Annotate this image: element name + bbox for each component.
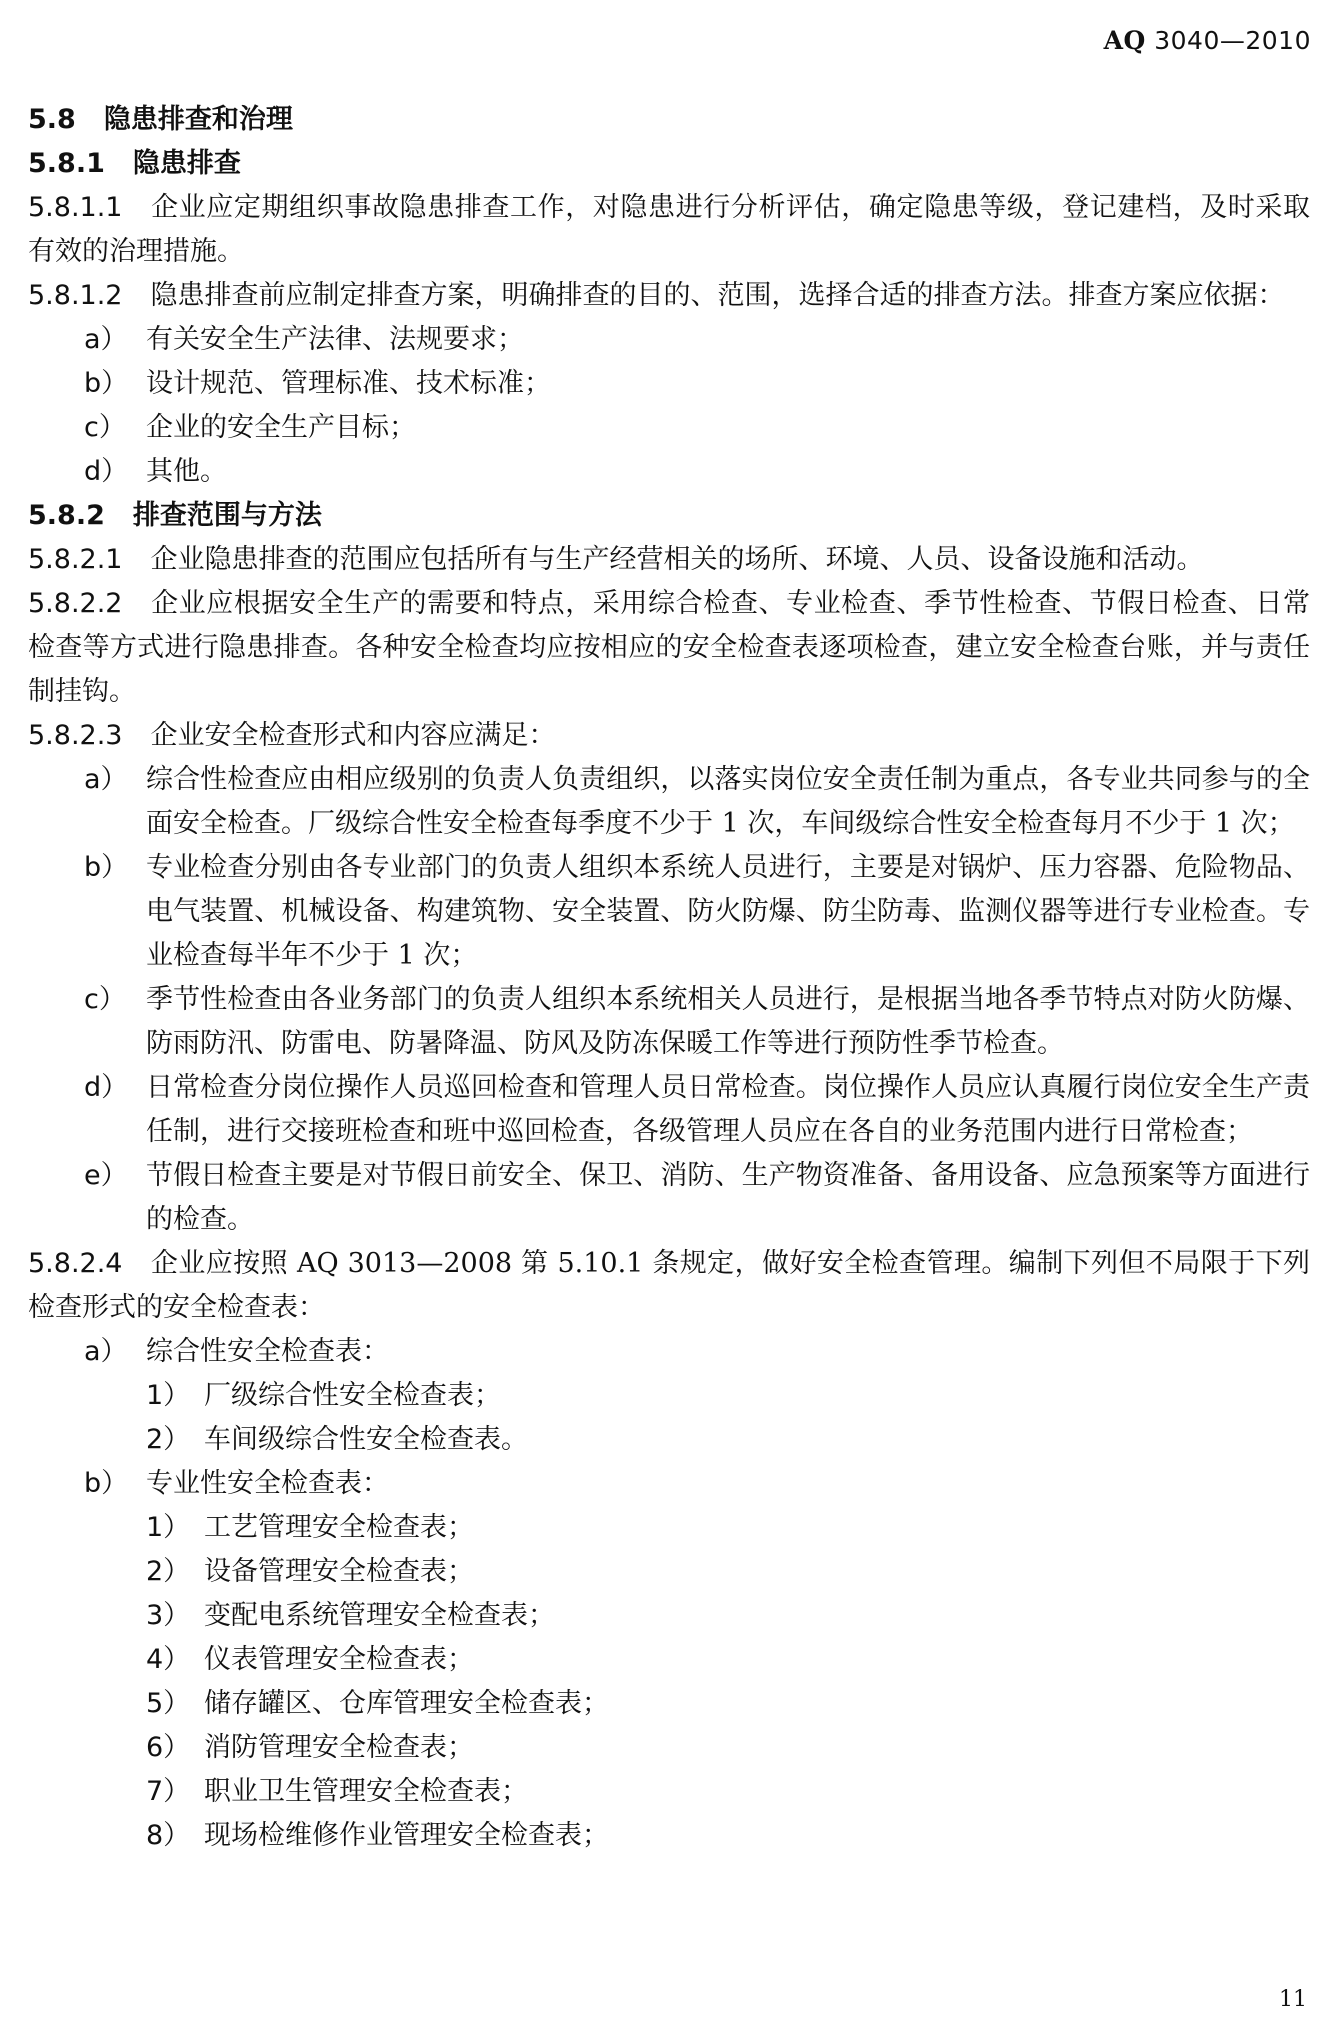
- list-item-text: 综合性安全检查表：: [146, 1336, 389, 1367]
- list-item-label: b）: [84, 368, 129, 399]
- sub-list-item: [28, 1814, 1310, 1858]
- list-item-label: a）: [84, 324, 128, 355]
- section-title: 隐患排查: [132, 148, 241, 179]
- sub-list-item: [28, 1638, 1310, 1682]
- section-heading-5-8-1: [28, 142, 1310, 186]
- document-body: [28, 98, 1310, 1858]
- clause-5-8-2-3: [28, 714, 1310, 758]
- clause-text: 企业隐患排查的范围应包括所有与生产经营相关的场所、环境、人员、设备设施和活动。: [150, 544, 1204, 575]
- sub-list-item-text: 职业卫生管理安全检查表；: [204, 1776, 528, 1807]
- sub-list-item: [28, 1682, 1310, 1726]
- sub-list-item-text: 车间级综合性安全检查表。: [204, 1424, 528, 1455]
- list-item-text: 综合性检查应由相应级别的负责人负责组织，以落实岗位安全责任制为重点，各专业共同参与的全面安全检查。厂级综合性安全检查每季度不少于 1 次，车间级综合性安全检查每月不少于 1 次；: [146, 764, 1310, 839]
- clause-text: 隐患排查前应制定排查方案，明确排查的目的、范围，选择合适的排查方法。排查方案应依据：: [150, 280, 1285, 311]
- clause-number: 5.8.2.4: [28, 1248, 123, 1279]
- clause-text: 企业应定期组织事故隐患排查工作，对隐患进行分析评估，确定隐患等级，登记建档，及时采取有效的治理措施。: [28, 192, 1310, 267]
- list-item-text: 其他。: [146, 456, 227, 487]
- list-item: [28, 1330, 1310, 1374]
- section-number: 5.8.2: [28, 500, 105, 531]
- list-item-text: 日常检查分岗位操作人员巡回检查和管理人员日常检查。岗位操作人员应认真履行岗位安全生产责任制，进行交接班检查和班中巡回检查，各级管理人员应在各自的业务范围内进行日常检查；: [146, 1072, 1310, 1147]
- page-number: 11: [1279, 1987, 1307, 2012]
- sub-list-item-label: 7）: [146, 1776, 191, 1807]
- list-item-text: 企业的安全生产目标；: [146, 412, 416, 443]
- sub-list-item-label: 1）: [146, 1380, 191, 1411]
- sub-list-item-label: 3）: [146, 1600, 191, 1631]
- sub-list-item-label: 1）: [146, 1512, 191, 1543]
- list-item-text: 节假日检查主要是对节假日前安全、保卫、消防、生产物资准备、备用设备、应急预案等方面进行的检查。: [146, 1160, 1310, 1235]
- list-item: [28, 318, 1310, 362]
- list-item-label: b）: [84, 1468, 129, 1499]
- clause-number: 5.8.2.1: [28, 544, 123, 575]
- sub-list-item-label: 6）: [146, 1732, 191, 1763]
- section-heading-5-8: [28, 98, 1310, 142]
- sub-list-item-text: 储存罐区、仓库管理安全检查表；: [204, 1688, 609, 1719]
- sub-list-item: [28, 1374, 1310, 1418]
- list-item-text: 专业性安全检查表：: [146, 1468, 389, 1499]
- list-item-label: d）: [84, 456, 129, 487]
- clause-number: 5.8.1.2: [28, 280, 123, 311]
- list-item-text: 设计规范、管理标准、技术标准；: [146, 368, 551, 399]
- sub-list-item-label: 2）: [146, 1556, 191, 1587]
- list-item-label: c）: [84, 984, 126, 1015]
- list-item: [28, 846, 1310, 978]
- sub-list-item-text: 仪表管理安全检查表；: [204, 1644, 474, 1675]
- sub-list-item-text: 现场检维修作业管理安全检查表；: [204, 1820, 609, 1851]
- list-item: [28, 978, 1310, 1066]
- standard-code-prefix: AQ: [1103, 26, 1146, 55]
- list-item: [28, 362, 1310, 406]
- sub-list-item: [28, 1726, 1310, 1770]
- clause-number: 5.8.1.1: [28, 192, 123, 223]
- list-item-text: 专业检查分别由各专业部门的负责人组织本系统人员进行，主要是对锅炉、压力容器、危险物品、电气装置、机械设备、构建筑物、安全装置、防火防爆、防尘防毒、监测仪器等进行专业检查。专业检查每半年不少于 1 次；: [146, 852, 1310, 971]
- section-number: 5.8.1: [28, 148, 105, 179]
- sub-list-item-label: 5）: [146, 1688, 191, 1719]
- sub-list-item-label: 8）: [146, 1820, 191, 1851]
- list-item: [28, 1462, 1310, 1506]
- section-heading-5-8-2: [28, 494, 1310, 538]
- sub-list-item: [28, 1770, 1310, 1814]
- sub-list-item-text: 厂级综合性安全检查表；: [204, 1380, 501, 1411]
- list-item-label: e）: [84, 1160, 128, 1191]
- clause-5-8-1-2: [28, 274, 1310, 318]
- clause-number: 5.8.2.2: [28, 588, 123, 619]
- list-item: [28, 450, 1310, 494]
- list-item-label: a）: [84, 1336, 128, 1367]
- sub-list-item: [28, 1418, 1310, 1462]
- clause-5-8-2-1: [28, 538, 1310, 582]
- sub-list-item-text: 消防管理安全检查表；: [204, 1732, 474, 1763]
- sub-list-item: [28, 1550, 1310, 1594]
- section-title: 隐患排查和治理: [103, 104, 293, 135]
- list-item-label: b）: [84, 852, 129, 883]
- clause-number: 5.8.2.3: [28, 720, 123, 751]
- list-item-text: 有关安全生产法律、法规要求；: [146, 324, 524, 355]
- clause-text: 企业应按照 AQ 3013—2008 第 5.10.1 条规定，做好安全检查管理。编制下列但不局限于下列检查形式的安全检查表：: [28, 1248, 1310, 1323]
- sub-list-item-label: 2）: [146, 1424, 191, 1455]
- clause-5-8-2-2: [28, 582, 1310, 714]
- sub-list-item: [28, 1506, 1310, 1550]
- list-item: [28, 1066, 1310, 1154]
- clause-text: 企业安全检查形式和内容应满足：: [150, 720, 556, 751]
- list-item-label: c）: [84, 412, 126, 443]
- section-number: 5.8: [28, 104, 76, 135]
- sub-list-item: [28, 1594, 1310, 1638]
- section-title: 排查范围与方法: [132, 500, 322, 531]
- list-item: [28, 1154, 1310, 1242]
- list-item: [28, 758, 1310, 846]
- sub-list-item-label: 4）: [146, 1644, 191, 1675]
- list-item-label: d）: [84, 1072, 129, 1103]
- sub-list-item-text: 工艺管理安全检查表；: [204, 1512, 474, 1543]
- clause-5-8-1-1: [28, 186, 1310, 274]
- list-item: [28, 406, 1310, 450]
- sub-list-item-text: 变配电系统管理安全检查表；: [204, 1600, 555, 1631]
- standard-code-number: 3040—2010: [1145, 26, 1311, 55]
- list-item-text: 季节性检查由各业务部门的负责人组织本系统相关人员进行，是根据当地各季节特点对防火防爆、防雨防汛、防雷电、防暑降温、防风及防冻保暖工作等进行预防性季节检查。: [146, 984, 1310, 1059]
- clause-text: 企业应根据安全生产的需要和特点，采用综合检查、专业检查、季节性检查、节假日检查、日常检查等方式进行隐患排查。各种安全检查均应按相应的安全检查表逐项检查，建立安全检查台账，并与责任制挂钩。: [28, 588, 1310, 707]
- list-item-label: a）: [84, 764, 128, 795]
- sub-list-item-text: 设备管理安全检查表；: [204, 1556, 474, 1587]
- standard-code: [1104, 26, 1311, 55]
- clause-5-8-2-4: [28, 1242, 1310, 1330]
